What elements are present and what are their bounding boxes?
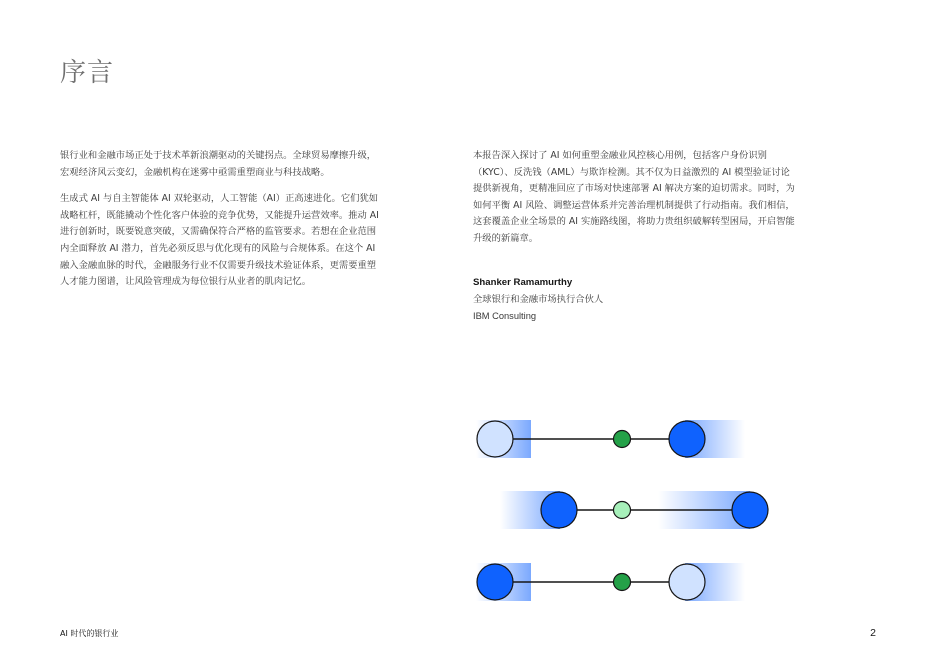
right-text-column [473,148,795,258]
signatory-role: 全球银行和金融市场执行合伙人 [473,294,604,305]
signature-block [473,274,603,325]
node-light-green [614,502,631,519]
left-text-column [60,148,382,301]
body-paragraph: 生成式 AI 与自主智能体 AI 双轮驱动，人工智能（AI）正高速进化。它们犹如战略杠杆，既能撬动个性化客户体验的竞争优势，又能提升运营效率。推动 AI 进行创新时，既要锐意突破，又需确保符合严格的监管要求。若想在企业范围内全面释放 AI 潜力，首先必须反思与优化现有的风险与合规体系。在这个 AI 融入金融血脉的时代，金融服务行业不仅需要升级技术验证体系，更需要重塑人才能力图谱，让风险管理成为每位银行从业者的肌肉记忆。 [60,193,379,288]
page-title: 序言 [60,58,115,88]
connection-diagram [470,410,780,610]
page-number: 2 [870,627,876,639]
node-blue [477,564,513,600]
diagram-row-3 [476,563,745,601]
node-blue [541,492,577,528]
signatory-name: Shanker Ramamurthy [473,277,573,288]
intro-paragraph: 银行业和金融市场正处于技术革新浪潮驱动的关键拐点。全球贸易摩擦升级，宏观经济风云变幻，金融机构在迷雾中亟需重塑商业与科技战略。 [60,150,377,178]
report-summary-paragraph: 本报告深入探讨了 AI 如何重塑金融业风控核心用例，包括客户身份识别（KYC）、反洗钱（AML）与欺诈检测。其不仅为日益激烈的 AI 模型验证讨论提供新视角，更精准回应了市场对快速部署 AI 解决方案的迫切需求。同时，为如何平衡 AI 风险、调整运营体系并完善治理机制提供了行动指南。我们相信，这套覆盖企业全场景的 AI 实施路线图，将助力贵组织破解转型困局，开启智能升级的新篇章。 [473,150,795,244]
footer-report-title: AI 时代的银行业 [60,629,119,638]
node-light-blue [669,564,705,600]
signatory-org: IBM Consulting [473,311,537,321]
node-green [614,431,631,448]
node-light-blue [477,421,513,457]
node-blue [669,421,705,457]
diagram-row-1 [476,420,745,458]
node-blue [732,492,768,528]
node-green [614,574,631,591]
diagram-row-2 [500,491,768,529]
